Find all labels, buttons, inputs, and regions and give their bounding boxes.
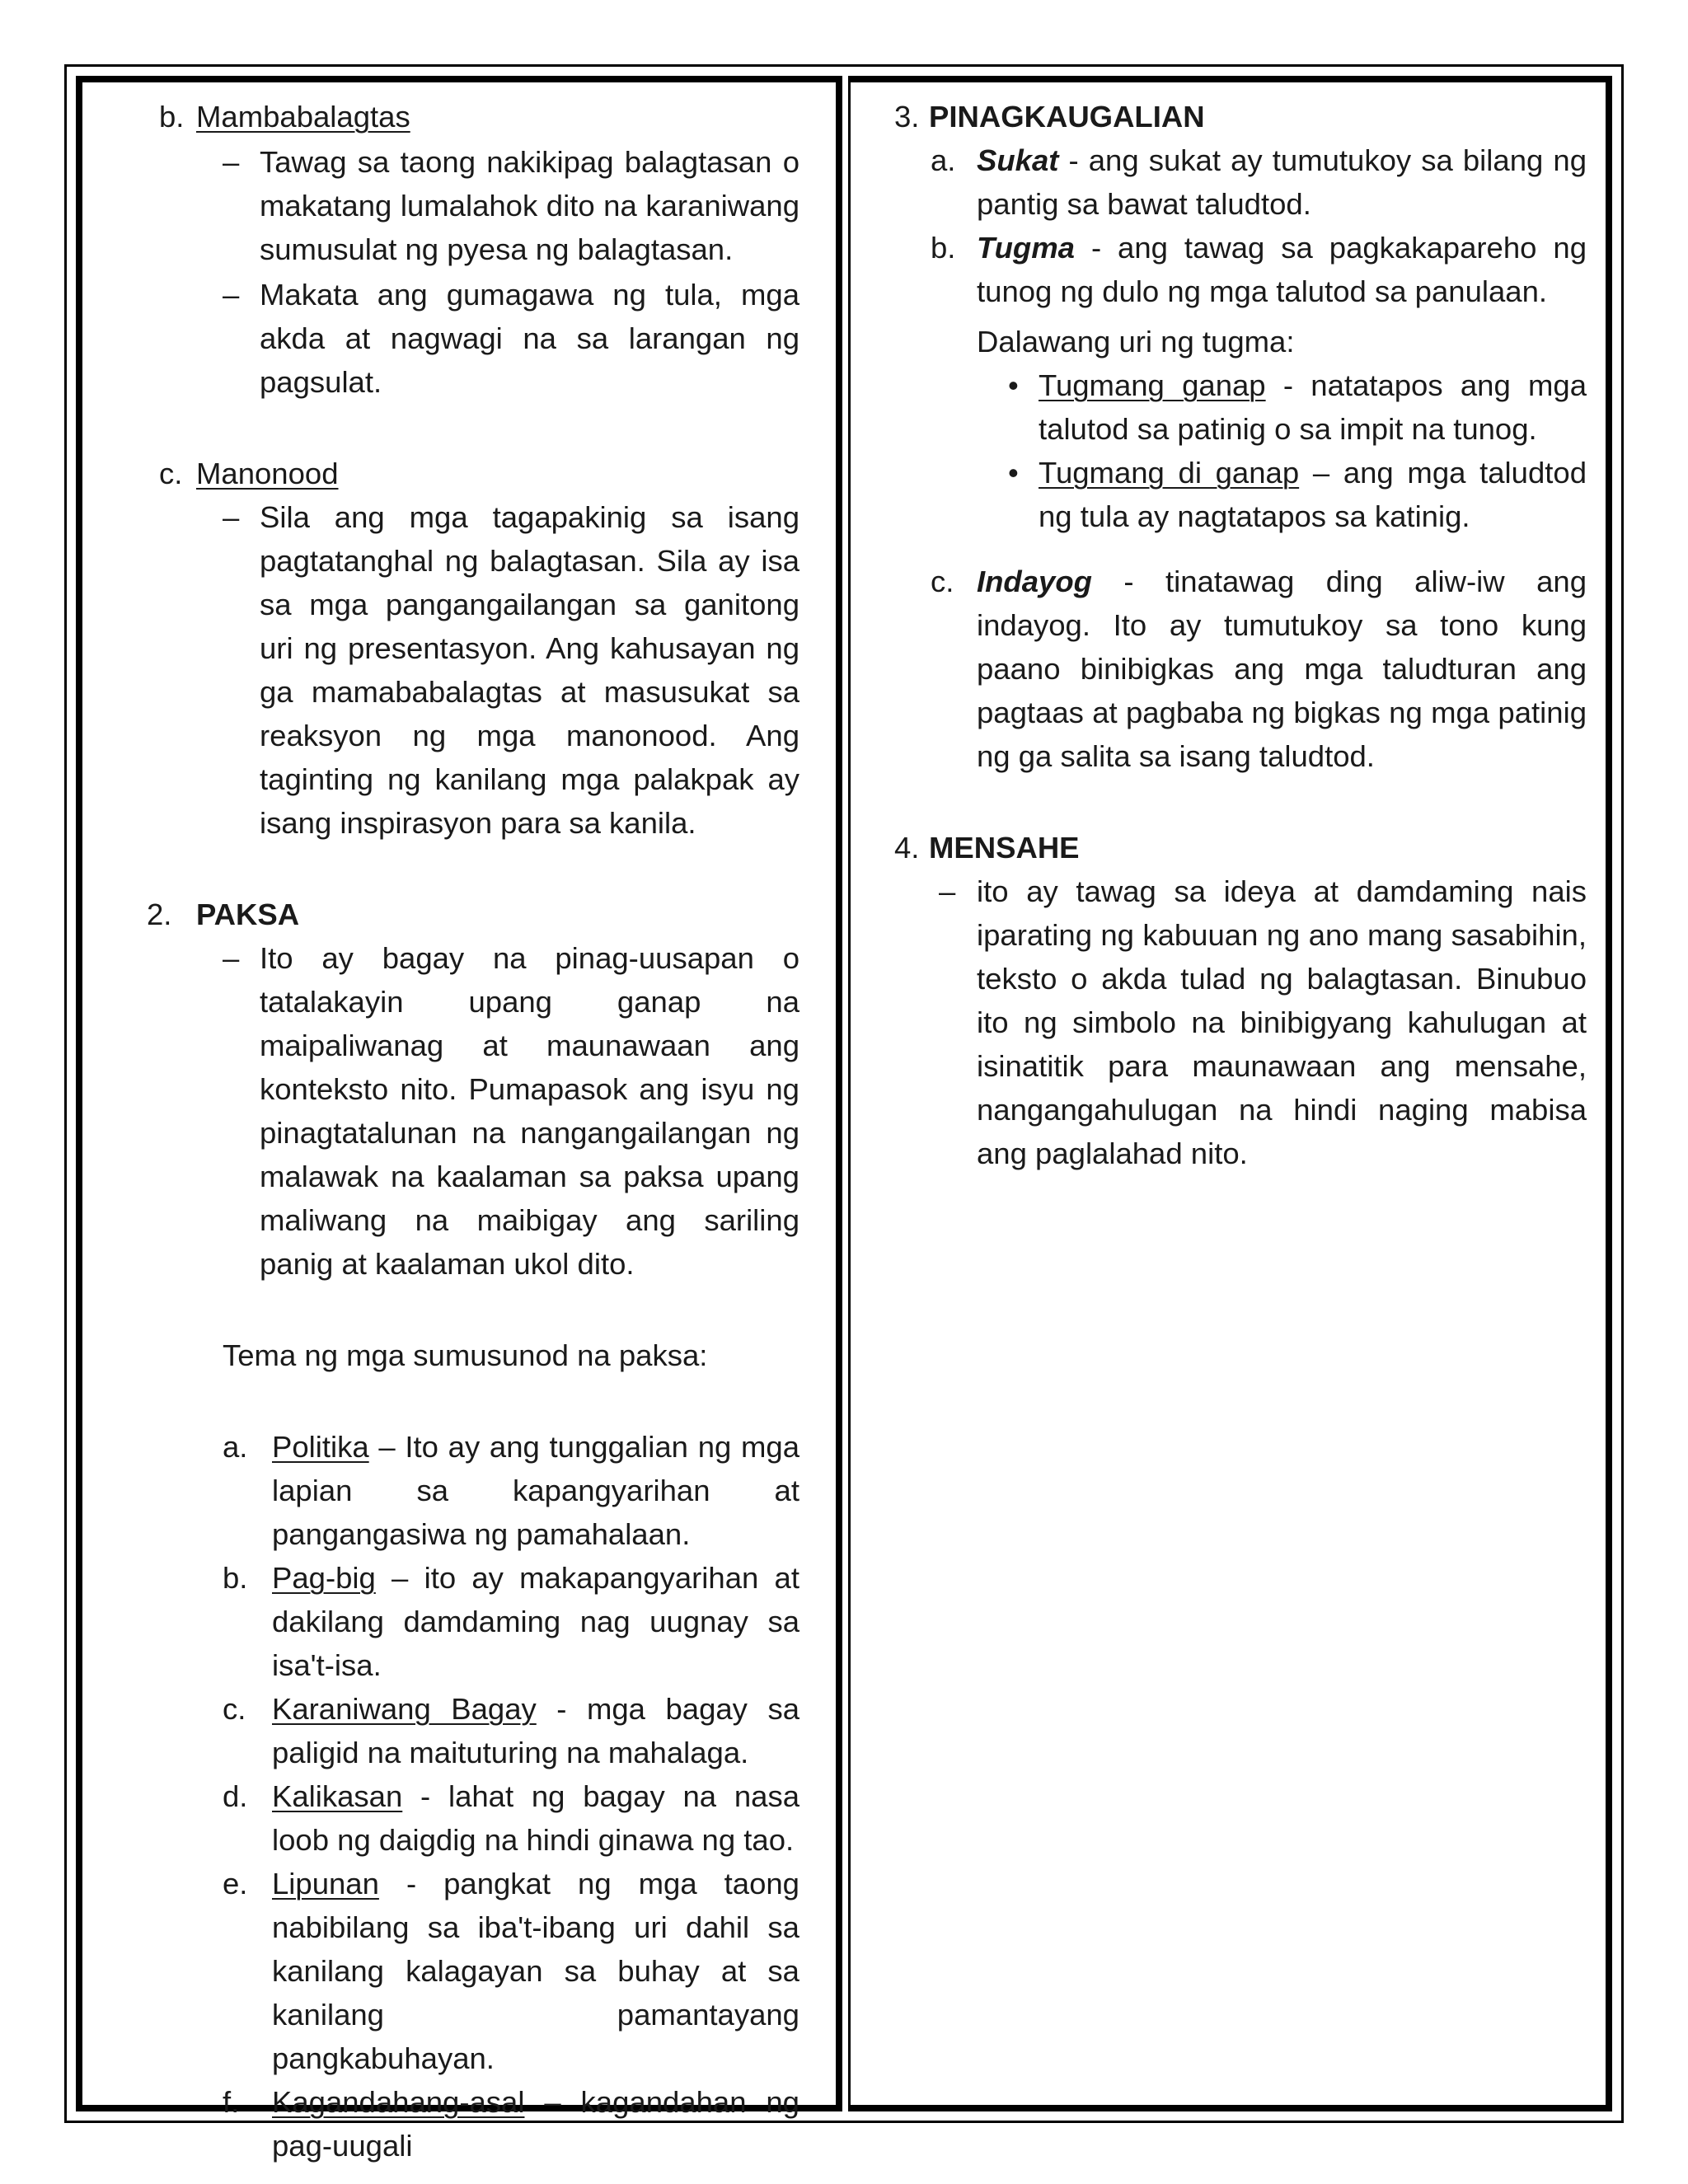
- left-column: [140, 95, 799, 2168]
- dash-glyph: –: [223, 941, 240, 975]
- tugma-type-2: [886, 451, 1587, 538]
- item-b-heading: [140, 95, 799, 138]
- dash-glyph: –: [939, 874, 956, 908]
- theme-item-a: [140, 1425, 799, 1556]
- indayog-desc: - tinatawag ding aliw-iw ang indayog. Ito ay tumutukoy sa tono kung paano binibigkas ang mga taludturan ang pagtaas at pagbaba ng bigkas ng mga patinig ng ga salita sa isang taludtod.: [977, 565, 1587, 773]
- theme-f-desc: – kagandahan ng pag-uugali: [272, 2085, 799, 2163]
- theme-e-marker: e.: [223, 1867, 248, 1900]
- section-4-bullet: [886, 869, 1587, 1175]
- section-2-number: 2.: [147, 898, 172, 931]
- section-3-item-b: [886, 226, 1587, 313]
- theme-e-desc: - pangkat ng mga taong nabibilang sa iba't-ibang uri dahil sa kanilang kalagayan sa buhay at sa kanilang pamantayang pangkabuhayan.: [272, 1867, 799, 2075]
- section-2-title: PAKSA: [196, 898, 300, 931]
- theme-item-c: [140, 1687, 799, 1774]
- theme-item-e: [140, 1862, 799, 2080]
- section-2-bullet: [140, 936, 799, 1286]
- dash-glyph: –: [223, 278, 240, 312]
- theme-a-term: Politika: [272, 1430, 369, 1464]
- section-4-title: MENSAHE: [929, 831, 1080, 865]
- item-b-bullet-2: [140, 273, 799, 404]
- section-2-bullet-text: Ito ay bagay na pinag-uusapan o tatalakayin upang ganap na maipaliwanag at maunawaan ang konteksto nito. Pumapasok ang isyu ng pinagtatalunan na nangangailangan ng malawak na kaalaman sa paksa upang maliwang na maibigay ang sariling panig at kaalaman ukol dito.: [260, 941, 799, 1281]
- theme-c-desc: - mga bagay sa paligid na maituturing na mahalaga.: [272, 1692, 799, 1769]
- section-4-heading: [886, 826, 1587, 869]
- theme-f-term: Kagandahang-asal: [272, 2085, 525, 2119]
- tugmang-ganap-term: Tugmang ganap: [1039, 368, 1266, 402]
- right-column: [886, 95, 1587, 1175]
- theme-b-desc: – ito ay makapangyarihan at dakilang damdaming nag uugnay sa isa't-isa.: [272, 1561, 799, 1682]
- item-b-bullet-2-text: Makata ang gumagawa ng tula, mga akda at nagwagi na sa larangan ng pagsulat.: [260, 278, 799, 399]
- s3-b-marker: b.: [931, 231, 956, 265]
- theme-item-b: [140, 1556, 799, 1687]
- theme-b-marker: b.: [223, 1561, 248, 1595]
- indayog-term: Indayog: [977, 565, 1092, 598]
- tugmang-di-ganap-term: Tugmang di ganap: [1039, 456, 1300, 490]
- section-3-item-c: [886, 560, 1587, 778]
- section-3-title: PINAGKAUGALIAN: [929, 100, 1205, 134]
- item-c-title: Manonood: [196, 457, 339, 490]
- theme-item-d: [140, 1774, 799, 1862]
- tugmang-di-ganap-desc: – ang mga taludtod ng tula ay nagtatapos sa katinig.: [1039, 456, 1587, 533]
- theme-item-f: [140, 2080, 799, 2168]
- dash-glyph: –: [223, 145, 240, 179]
- theme-d-desc: - lahat ng bagay na nasa loob ng daigdig na hindi ginawa ng tao.: [272, 1779, 799, 1857]
- section-3-heading: [886, 95, 1587, 138]
- theme-b-term: Pag-big: [272, 1561, 376, 1595]
- tugma-type-1: [886, 363, 1587, 451]
- section-3-number: 3.: [894, 100, 920, 134]
- tugma-desc: - ang tawag sa pagkakapareho ng tunog ng dulo ng mga talutod sa panulaan.: [977, 231, 1587, 308]
- s3-a-marker: a.: [931, 143, 956, 177]
- tugma-term: Tugma: [977, 231, 1075, 265]
- theme-c-term: Karaniwang Bagay: [272, 1692, 537, 1726]
- item-b-title: Mambabalagtas: [196, 100, 410, 134]
- item-b-marker: b.: [159, 100, 185, 134]
- item-b-bullet-1: [140, 140, 799, 271]
- section-4-bullet-text: ito ay tawag sa ideya at damdaming nais iparating ng kabuuan ng ano mang sasabihin, teksto o akda tulad ng balagtasan. Binubuo ito ng simbolo na binibigyang kahulugan at isinatitik para maunawaan ang mensahe, nangangahulugan na hindi naging mabisa ang paglalahad nito.: [977, 874, 1587, 1170]
- section-4-number: 4.: [894, 831, 920, 865]
- theme-a-desc: – Ito ay ang tunggalian ng mga lapian sa kapangyarihan at pangangasiwa ng pamahalaan.: [272, 1430, 799, 1551]
- item-c-heading: [140, 452, 799, 495]
- s3-c-marker: c.: [931, 565, 954, 598]
- item-c-bullet-1-text: Sila ang mga tagapakinig sa isang pagtatanghal ng balagtasan. Sila ay isa sa mga pangangailangan sa ganitong uri ng presentasyon. Ang kahusayan ng ga mamababalagtas at masusukat sa reaksyon ng mga manonood. Ang taginting ng kanilang mga palakpak ay isang inspirasyon para sa kanila.: [260, 500, 799, 840]
- theme-d-marker: d.: [223, 1779, 248, 1813]
- dash-glyph: –: [223, 500, 240, 534]
- sukat-term: Sukat: [977, 143, 1059, 177]
- tema-intro: Tema ng mga sumusunod na paksa:: [223, 1338, 708, 1372]
- sukat-desc: - ang sukat ay tumutukoy sa bilang ng pantig sa bawat taludtod.: [977, 143, 1587, 221]
- section-2-heading: [140, 893, 799, 936]
- theme-d-term: Kalikasan: [272, 1779, 403, 1813]
- theme-e-term: Lipunan: [272, 1867, 379, 1900]
- bullet-glyph: •: [1008, 368, 1019, 402]
- item-c-bullet-1: [140, 495, 799, 845]
- theme-f-marker: f.: [223, 2085, 240, 2119]
- theme-a-marker: a.: [223, 1430, 248, 1464]
- tugmang-ganap-desc: - natatapos ang mga talutod sa patinig o sa impit na tunog.: [1039, 368, 1587, 446]
- theme-c-marker: c.: [223, 1692, 246, 1726]
- column-divider: [836, 76, 851, 2111]
- section-3-item-a: [886, 138, 1587, 226]
- item-c-marker: c.: [159, 457, 183, 490]
- tugma-intro: Dalawang uri ng tugma:: [977, 325, 1295, 359]
- bullet-glyph: •: [1008, 456, 1019, 490]
- item-b-bullet-1-text: Tawag sa taong nakikipag balagtasan o makatang lumalahok dito na karaniwang sumusulat ng pyesa ng balagtasan.: [260, 145, 799, 266]
